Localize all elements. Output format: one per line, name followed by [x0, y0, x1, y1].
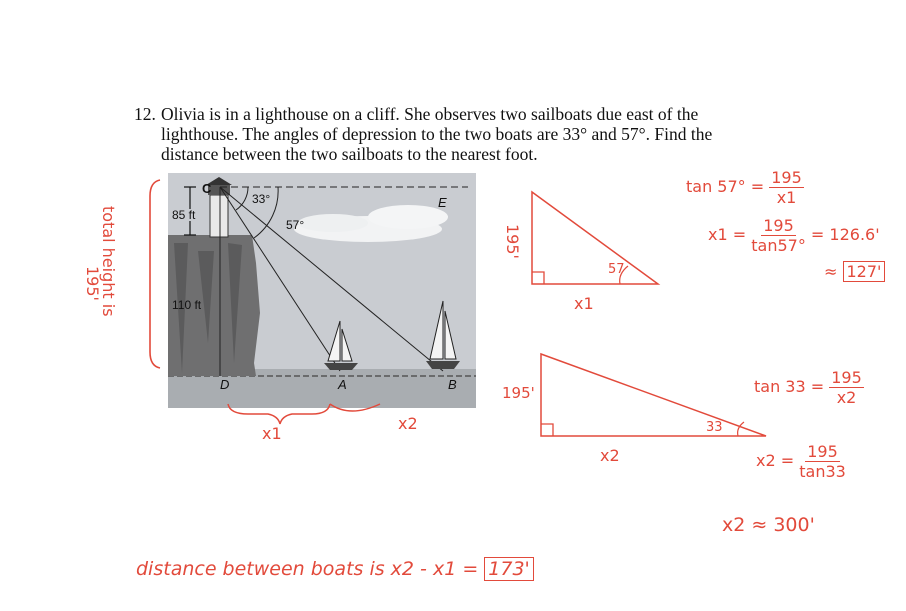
equation-tan33	[754, 368, 864, 407]
triangle-2-right-angle	[541, 424, 553, 436]
height-bracket	[150, 180, 160, 368]
problem-line: distance between the two sailboats to the nearest foot.	[161, 144, 538, 164]
denominator: tan33	[799, 462, 846, 481]
equation-x1	[708, 216, 880, 255]
denominator: tan57°	[751, 236, 806, 255]
triangle-2-angle: 33	[706, 420, 723, 435]
final-answer-box: 173'	[484, 557, 534, 581]
brace-x2	[330, 404, 380, 411]
triangle-1-right-angle	[532, 272, 544, 284]
denominator: x2	[836, 388, 857, 407]
numerator: 195	[771, 168, 802, 187]
triangle-2-arc	[738, 422, 744, 436]
numerator: 195	[807, 442, 838, 461]
conclusion-text: distance between boats is x2 - x1 =	[136, 558, 479, 580]
label-b: B	[448, 377, 457, 392]
triangle-1	[532, 192, 658, 284]
total-height-note: total height is	[99, 206, 118, 317]
x1-answer-box: 127'	[843, 261, 886, 282]
x1-rounded	[824, 262, 885, 281]
numerator: 195	[831, 368, 862, 387]
problem-line: lighthouse. The angles of depression to the two boats are 33° and 57°. Find the	[161, 124, 713, 144]
label-d: D	[220, 377, 230, 392]
equation-x1-left: x1 =	[708, 225, 747, 244]
x1-brace-label: x1	[262, 424, 282, 443]
equation-tan57	[686, 168, 804, 207]
brace-x1	[228, 404, 330, 424]
equation-tan57-left: tan 57° =	[686, 177, 765, 196]
label-a: A	[338, 377, 347, 392]
numerator: 195	[763, 216, 794, 235]
triangle-2-height: 195'	[502, 384, 535, 402]
equation-x2-fraction	[799, 442, 846, 481]
label-e: E	[438, 195, 447, 210]
equation-tan57-fraction	[769, 168, 804, 207]
total-height-value: 195'	[83, 266, 102, 301]
triangle-1-base: x1	[574, 294, 594, 313]
equation-x1-result: = 126.6'	[810, 225, 880, 244]
equation-x1-fraction	[751, 216, 806, 255]
triangle-2	[541, 354, 766, 436]
problem-number: 12.	[134, 104, 156, 124]
approx-sign: ≈	[824, 262, 838, 281]
label-angle-33: 33°	[252, 192, 271, 206]
triangle-1-angle: 57	[608, 262, 625, 277]
triangle-1-height: 195'	[503, 224, 522, 259]
x2-rounded: x2 ≈ 300'	[722, 514, 815, 536]
equation-x2	[756, 442, 846, 481]
equation-x2-left: x2 =	[756, 451, 795, 470]
conclusion	[136, 558, 534, 580]
equation-tan33-left: tan 33 =	[754, 377, 825, 396]
problem-line: Olivia is in a lighthouse on a cliff. She observes two sailboats due east of the	[161, 104, 699, 124]
x2-brace-label: x2	[398, 414, 418, 433]
label-angle-57: 57°	[286, 218, 305, 232]
label-110ft: 110 ft	[172, 298, 202, 312]
label-85ft: 85 ft	[172, 208, 196, 222]
label-c: C	[202, 181, 212, 196]
equation-tan33-fraction	[829, 368, 864, 407]
denominator: x1	[776, 188, 797, 207]
triangle-2-base: x2	[600, 446, 620, 465]
